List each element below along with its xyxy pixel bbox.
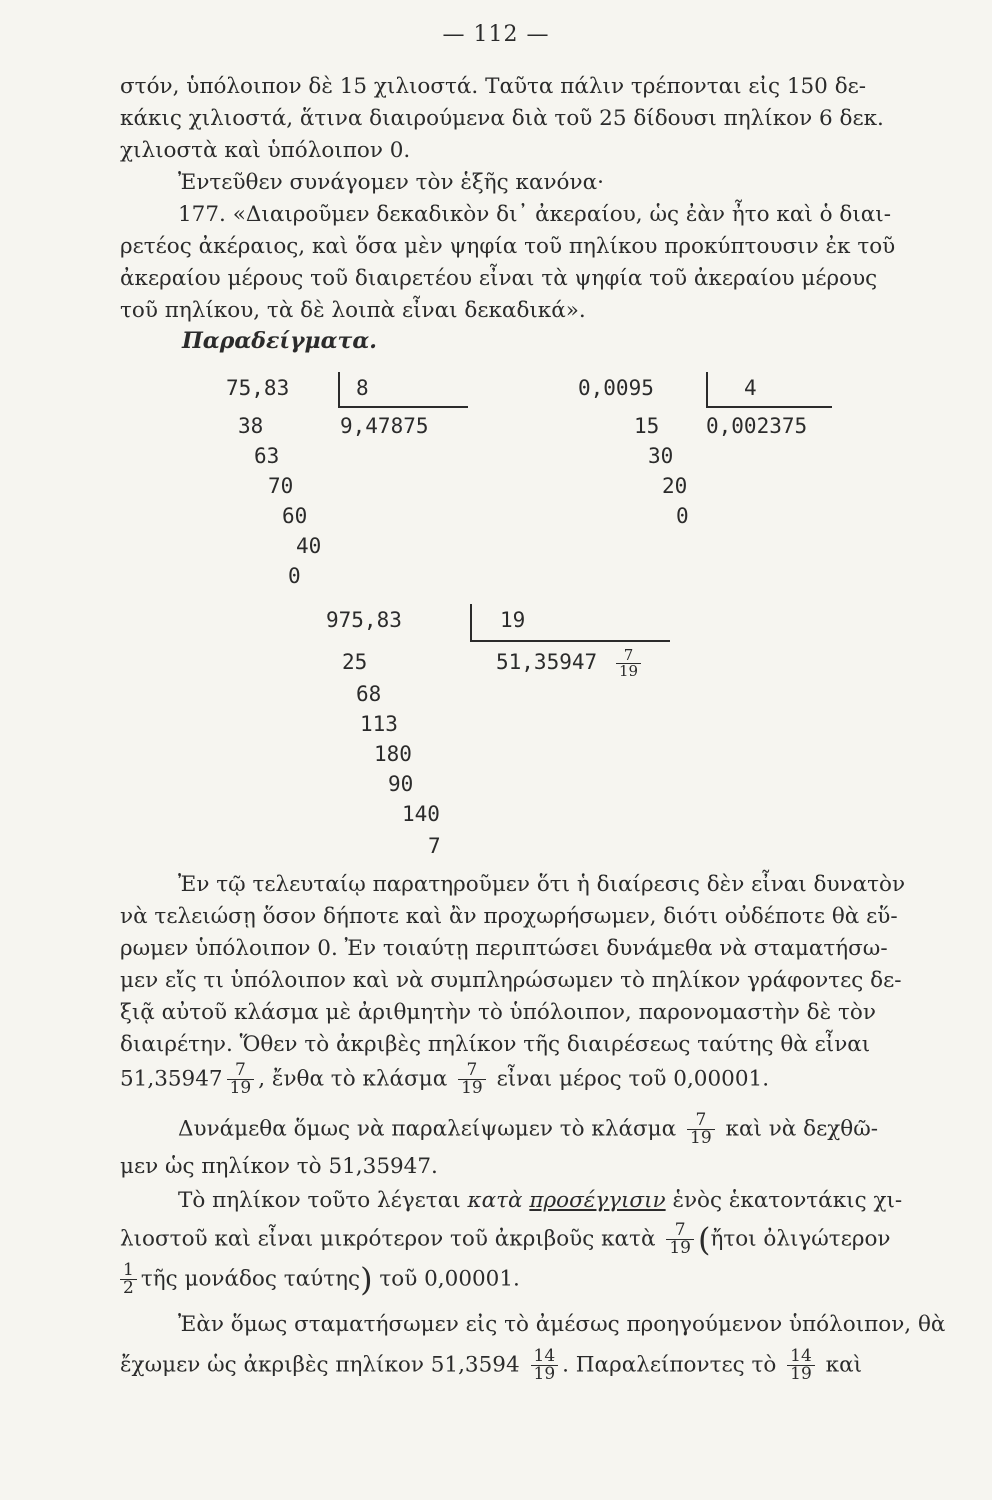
text-line: διαιρέτην. Ὅθεν τὸ ἀκριβὲς πηλίκον τῆς διαιρέσεως ταύτης θὰ εἶναι	[120, 1032, 871, 1057]
text-line-with-fractions: λιοστοῦ καὶ εἶναι μικρότερον τοῦ ἀκριβοῦς κατὰ $\frac{7}{19}$ (ἤτοι ὀλιγώτερον	[120, 1220, 891, 1259]
division-rule	[470, 640, 670, 642]
text-line: ρωμεν ὑπόλοιπον 0. Ἐν τοιαύτῃ περιπτώσει δυνάμεθα νὰ σταματήσω-	[120, 936, 888, 961]
dividend: 975,83	[326, 608, 402, 632]
page-number: — 112 —	[442, 22, 550, 47]
text-line-with-fractions: ἔχωμεν ὡς ἀκριβὲς πηλίκον 51,3594 $\frac{14}{19}$ . Παραλείποντες τὸ $\frac{14}{19}$ καὶ	[120, 1346, 863, 1384]
remainder-step: 25	[342, 650, 368, 674]
division-bar	[338, 372, 340, 406]
divisor: 4	[744, 376, 757, 400]
fraction: $\frac{7}{19}$	[666, 1222, 694, 1257]
division-rule	[706, 406, 832, 408]
remainder-step: 20	[662, 474, 688, 498]
division-bar	[470, 604, 472, 640]
close-parenthesis: )	[360, 1260, 373, 1299]
remainder-step: 90	[388, 772, 414, 796]
text-line: Ἐὰν ὅμως σταματήσωμεν εἰς τὸ ἀμέσως προηγούμενον ὑπόλοιπον, θὰ	[178, 1312, 946, 1337]
text-line: Τὸ πηλίκον τοῦτο λέγεται κατὰ προσέγγισιν ἑνὸς ἑκατοντάκις χι-	[178, 1188, 903, 1213]
fraction: $\frac{14}{19}$	[787, 1348, 815, 1383]
text-line: χιλιοστὰ καὶ ὑπόλοιπον 0.	[120, 138, 411, 163]
remainder-step: 0	[676, 504, 689, 528]
remainder-step: 30	[648, 444, 674, 468]
text-line: στόν, ὑπόλοιπον δὲ 15 χιλιοστά. Ταῦτα πάλιν τρέπονται εἰς 150 δε-	[120, 74, 867, 99]
remainder-step: 0	[288, 564, 301, 588]
quotient: 9,47875	[340, 414, 429, 438]
rule-line: 177. «Διαιροῦμεν δεκαδικὸν δι᾽ ἀκεραίου, ὡς ἐὰν ἦτο καὶ ὁ διαι-	[178, 202, 891, 227]
open-parenthesis: (	[697, 1220, 711, 1259]
quotient-fraction: $\frac{7}{19}$	[616, 648, 641, 679]
remainder-step: 113	[360, 712, 398, 736]
fraction: $\frac{7}{19}$	[687, 1112, 715, 1147]
remainder-step: 140	[402, 802, 440, 826]
divisor: 8	[356, 376, 369, 400]
remainder-step: 15	[634, 414, 660, 438]
examples-heading: Παραδείγματα.	[182, 328, 377, 354]
quotient: 0,002375	[706, 414, 808, 438]
fraction: $\frac{1}{2}$	[120, 1262, 137, 1297]
rule-line: ἀκεραίου μέρους τοῦ διαιρετέου εἶναι τὰ ψηφία τοῦ ἀκεραίου μέρους	[120, 266, 878, 291]
division-bar	[706, 372, 708, 406]
divisor: 19	[500, 608, 526, 632]
text-line: Ἐν τῷ τελευταίῳ παρατηροῦμεν ὅτι ἡ διαίρεσις δὲν εἶναι δυνατὸν	[178, 872, 906, 897]
rule-intro: Ἐντεῦθεν συνάγομεν τὸν ἑξῆς κανόνα·	[178, 170, 604, 195]
rule-line: ρετέος ἀκέραιος, καὶ ὅσα μὲν ψηφία τοῦ πηλίκου προκύπτουσιν ἐκ τοῦ	[120, 234, 896, 259]
remainder-step: 38	[238, 414, 264, 438]
dividend: 75,83	[226, 376, 290, 400]
text-line-with-fractions: 51,35947 $\frac{7}{19}$ , ἔνθα τὸ κλάσμα $\frac{7}{19}$ εἶναι μέρος τοῦ 0,00001.	[120, 1060, 770, 1098]
remainder-step: 180	[374, 742, 412, 766]
fraction: $\frac{14}{19}$	[531, 1348, 559, 1383]
text-line: κάκις χιλιοστά, ἅτινα διαιρούμενα διὰ τοῦ 25 δίδουσι πηλίκον 6 δεκ.	[120, 106, 884, 131]
remainder-step: 63	[254, 444, 280, 468]
rule-line: τοῦ πηλίκου, τὰ δὲ λοιπὰ εἶναι δεκαδικά».	[120, 298, 586, 323]
text-line: νὰ τελειώσῃ ὅσον δήποτε καὶ ἂν προχωρήσωμεν, διότι οὐδέποτε θὰ εὕ-	[120, 904, 898, 929]
remainder-step: 7	[428, 834, 441, 858]
text-line-with-fractions: $\frac{1}{2}$ τῆς μονάδος ταύτης) τοῦ 0,00001.	[120, 1262, 520, 1297]
text-line: μεν εἴς τι ὑπόλοιπον καὶ νὰ συμπληρώσωμεν τὸ πηλίκον γράφοντες δε-	[120, 968, 902, 993]
division-rule	[338, 406, 468, 408]
quotient: 51,35947	[496, 650, 598, 674]
fraction: $\frac{7}{19}$	[227, 1062, 255, 1097]
remainder-step: 40	[296, 534, 322, 558]
fraction: $\frac{7}{19}$	[458, 1062, 486, 1097]
text-line: μεν ὡς πηλίκον τὸ 51,35947.	[120, 1154, 438, 1179]
dividend: 0,0095	[578, 376, 654, 400]
remainder-step: 70	[268, 474, 294, 498]
remainder-step: 60	[282, 504, 308, 528]
text-line: ξιᾷ αὐτοῦ κλάσμα μὲ ἀριθμητὴν τὸ ὑπόλοιπον, παρονομαστὴν δὲ τὸν	[120, 1000, 876, 1025]
remainder-step: 68	[356, 682, 382, 706]
text-line-with-fractions: Δυνάμεθα ὅμως νὰ παραλείψωμεν τὸ κλάσμα $\frac{7}{19}$ καὶ νὰ δεχθῶ-	[178, 1110, 879, 1148]
